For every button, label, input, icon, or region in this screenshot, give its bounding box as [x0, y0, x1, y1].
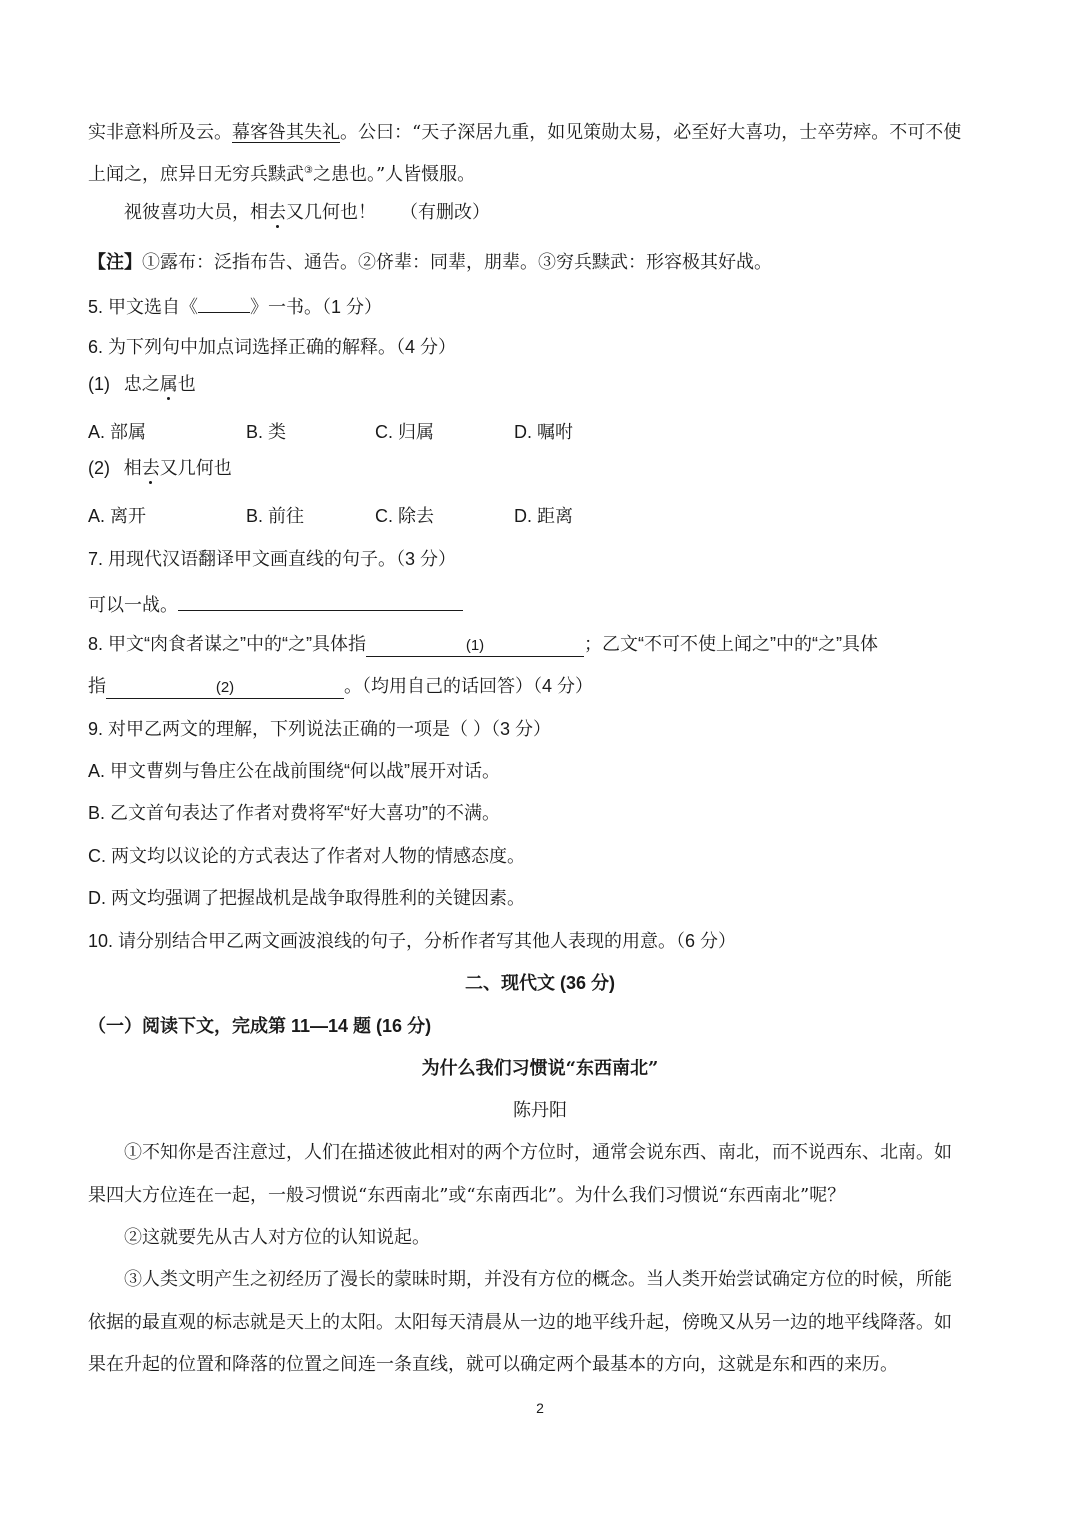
option-c[interactable]: C. 除去 [375, 506, 435, 526]
answer-blank-2[interactable]: (2) [106, 678, 344, 699]
passage-text: 上闻之，庶异日无穷兵黩武 [88, 164, 304, 185]
subsection-title: （一）阅读下文，完成第 11—14 题 (16 分) [88, 1016, 432, 1036]
article-author: 陈丹阳 [513, 1100, 567, 1121]
question-6-stem: 6. 为下列句中加点词选择正确的解释。（4 分） [88, 337, 457, 357]
option-b[interactable]: B. 前往 [246, 506, 305, 526]
passage-line-2 [88, 163, 475, 187]
question-text: 指 [88, 676, 106, 696]
page-number: 2 [536, 1400, 544, 1416]
section-title: 二、现代文 (36 分) [464, 973, 615, 993]
answer-blank-1[interactable]: (1) [366, 636, 584, 657]
passage-text: 又几何也！ [286, 202, 376, 223]
question-8-line-2 [88, 674, 593, 699]
question-text: 》一书。（1 分） [250, 297, 383, 317]
sub-text: 相 [123, 458, 142, 479]
passage-text: 实非意料所及云。 [88, 122, 232, 143]
footnote-marker: ③ [304, 165, 313, 176]
paragraph-3-line-1: ③人类文明产生之初经历了漫长的蒙昧时期，并没有方位的概念。当人类开始尝试确定方位的时候，所能 [124, 1269, 952, 1290]
sub-number: (2) [88, 458, 110, 478]
article-title: 为什么我们习惯说“东西南北” [421, 1058, 659, 1079]
passage-line-1 [88, 121, 961, 145]
passage-line-3 [124, 201, 490, 225]
option-a[interactable]: A. 离开 [88, 506, 147, 526]
option-b[interactable]: B. 乙文首句表达了作者对费将军“好大喜功”的不满。 [88, 803, 500, 823]
answer-blank[interactable] [178, 590, 463, 611]
option-d[interactable]: D. 两文均强调了把握战机是战争取得胜利的关键因素。 [88, 888, 525, 908]
question-9-stem: 9. 对甲乙两文的理解，下列说法正确的一项是（ ）（3 分） [88, 719, 552, 739]
question-7-stem: 7. 用现代汉语翻译甲文画直线的句子。（3 分） [88, 549, 457, 569]
answer-blank[interactable] [198, 292, 250, 313]
notes-text: ①露布：泛指布告、通告。②侪辈：同辈，朋辈。③穷兵黩武：形容极其好战。 [142, 252, 772, 273]
question-5 [88, 292, 382, 319]
question-7-answer [88, 590, 463, 617]
option-d[interactable]: D. 距离 [514, 506, 574, 526]
dotted-word: 去 [268, 202, 286, 223]
question-text: 5. 甲文选自《 [88, 297, 199, 317]
option-d[interactable]: D. 嘱咐 [514, 422, 574, 442]
passage-text: 。公曰：“天子深居九重，如见策勋太易，必至好大喜功，士卒劳瘁。不可不使 [340, 122, 962, 143]
option-a[interactable]: A. 甲文曹刿与鲁庄公在战前围绕“何以战”展开对话。 [88, 761, 500, 781]
sub-text: 又几何也 [159, 458, 232, 479]
question-8-line-1 [88, 632, 878, 657]
answer-prefix: 可以一战。 [88, 595, 178, 615]
paragraph-1-line-2: 果四大方位连在一起，一般习惯说“东西南北”或“东南西北”。为什么我们习惯说“东西南北”呢？ [88, 1185, 846, 1206]
question-text: 8. 甲文“肉食者谋之”中的“之”具体指 [88, 634, 366, 654]
option-c[interactable]: C. 归属 [375, 422, 435, 442]
sub-text: 也 [177, 374, 196, 395]
underlined-sentence: 幕客咎其失礼 [232, 122, 340, 143]
question-text: 。（均用自己的话回答）（4 分） [344, 676, 594, 696]
passage-text: 之患也。”人皆慑服。 [312, 164, 476, 185]
paragraph-3-line-2: 依据的最直观的标志就是天上的太阳。太阳每天清晨从一边的地平线升起，傍晚又从另一边的地平线降落。如 [88, 1312, 952, 1333]
sub-number: (1) [88, 374, 110, 394]
question-10-stem: 10. 请分别结合甲乙两文画波浪线的句子，分析作者写其他人表现的用意。（6 分） [88, 931, 737, 951]
dotted-word: 去 [141, 458, 160, 479]
paragraph-1-line-1: ①不知你是否注意过，人们在描述彼此相对的两个方位时，通常会说东西、南北，而不说西东、北南。如 [124, 1142, 952, 1163]
sub-text: 忠之 [123, 374, 160, 395]
paragraph-2-line-1: ②这就要先从古人对方位的认知说起。 [124, 1227, 430, 1248]
question-text: ；乙文“不可不使上闻之”中的“之”具体 [584, 634, 878, 654]
notes-label: 【注】 [88, 252, 142, 273]
annotation-notes [88, 251, 772, 275]
source-note: （有删改） [400, 202, 490, 223]
question-6-sub2 [88, 456, 232, 481]
option-a[interactable]: A. 部属 [88, 422, 147, 442]
question-6-sub1 [88, 372, 196, 397]
option-c[interactable]: C. 两文均以议论的方式表达了作者对人物的情感态度。 [88, 846, 525, 866]
passage-text: 视彼喜功大员，相 [124, 202, 268, 223]
paragraph-3-line-3: 果在升起的位置和降落的位置之间连一条直线，就可以确定两个最基本的方向，这就是东和西的来历。 [88, 1354, 898, 1375]
option-b[interactable]: B. 类 [246, 422, 287, 442]
dotted-word: 属 [159, 374, 178, 395]
